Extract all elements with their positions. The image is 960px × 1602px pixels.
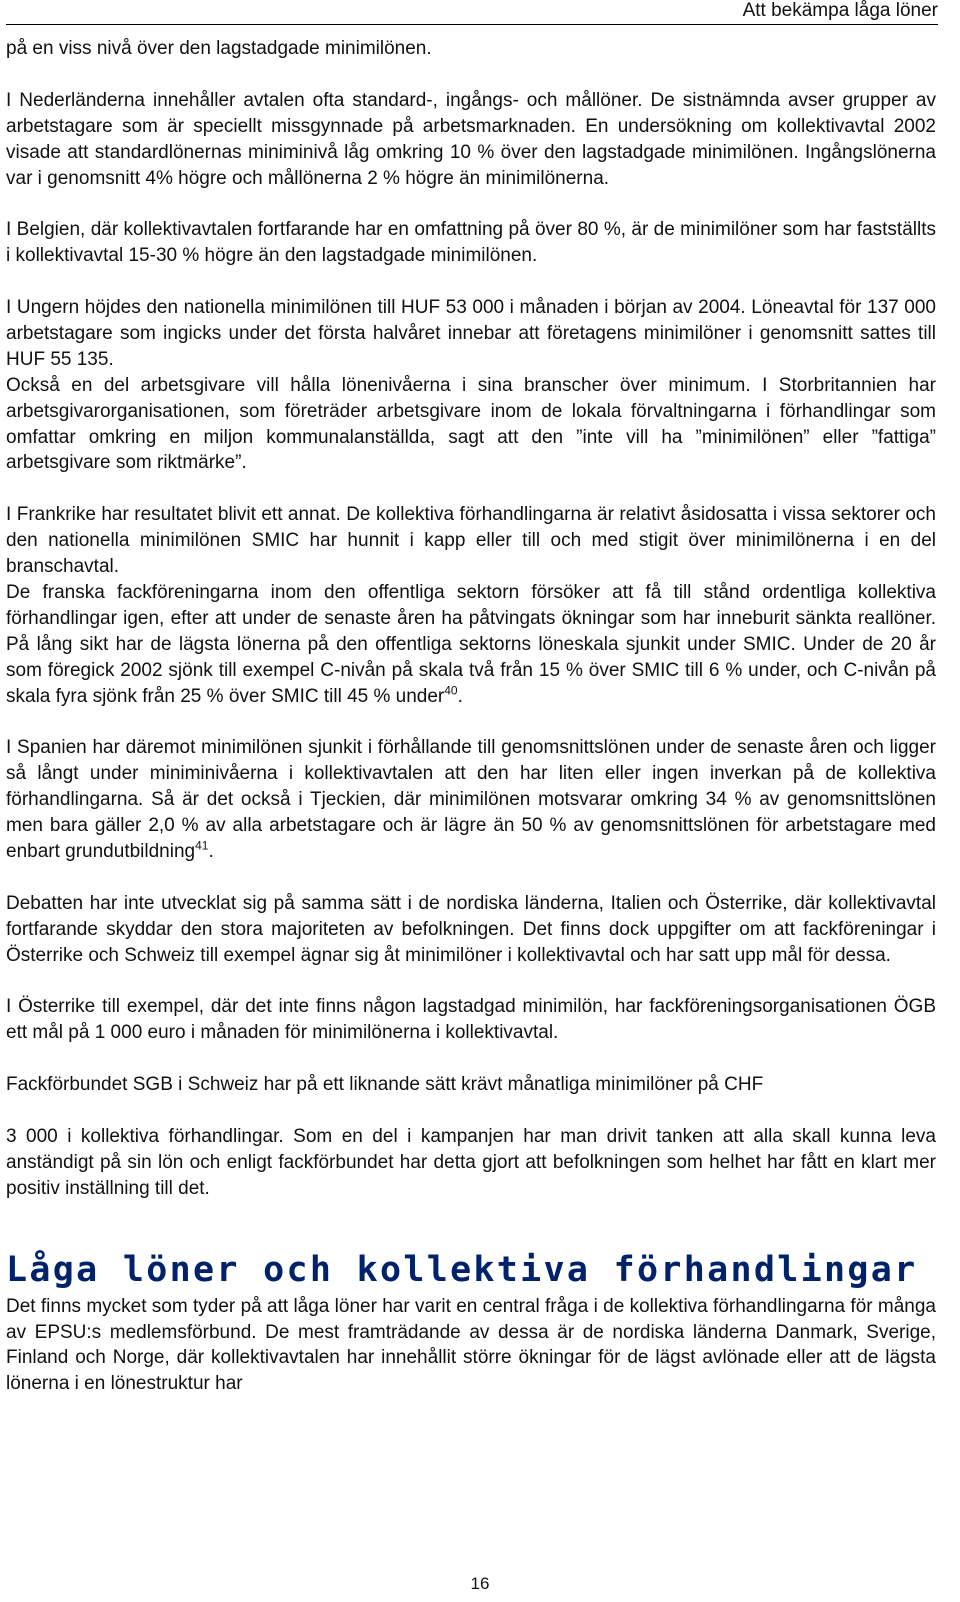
footnote-ref-40[interactable]: 40 xyxy=(444,683,458,698)
paragraph-belgium: I Belgien, där kollektivavtalen fortfarande har en omfattning på över 80 %, är de minimilöner som har fastställts i kollektivavtal 15-30 % högre än den lagstadgade minimilönen. xyxy=(6,219,936,267)
paragraph-spain-czech-text: I Spanien har däremot minimilönen sjunkit i förhållande till genomsnittslönen under de senaste åren och ligger så långt under miniminivåerna i kollektivavtalen att den har liten eller ingen inverkan på de kollektiva förhandlingarna. Så är det också i Tjeckien, där minimilönen motsvarar omkring 34 % av genomsnittslönen men bara gäller 2,0 % av alla arbetstagare och är lägre än 50 % av genomsnittslönen för arbetstagare med enbart grundutbildning xyxy=(6,737,936,863)
paragraph-minimum-level: på en viss nivå över den lagstadgade minimilönen. xyxy=(6,38,432,59)
header-rule xyxy=(6,24,938,25)
paragraph-spain-czech xyxy=(6,735,936,865)
paragraph-switzerland-campaign: 3 000 i kollektiva förhandlingar. Som en del i kampanjen har man drivit tanken att alla skall kunna leva anständigt på sin lön och enligt fackförbundet har detta gjort att befolkningen som helhet har fått en klart mer positiv inställning till det. xyxy=(6,1125,936,1199)
sentence-end: . xyxy=(208,841,214,863)
page-number: 16 xyxy=(470,1574,490,1593)
paragraph-uk-employers: Också en del arbetsgivare vill hålla lönenivåerna i sina branscher över minimum. I Storbritannien har arbetsgivarorganisationen, som företräder arbetsgivare inom de lokala förvaltningarna i förhandlingar som omfattar omkring en miljon kommunalanställda, sagt att den ”inte vill ha ”minimilönen” eller ”fattiga” arbetsgivare som riktmärke”. xyxy=(6,374,936,474)
paragraph-hungary: I Ungern höjdes den nationella minimilönen till HUF 53 000 i månaden i början av 2004. Löneavtal för 137 000 arbetstagare som ingicks under det första halvåret innebar att företagens minimilöner i genomsnitt sattes till HUF 55 135. xyxy=(6,297,936,370)
paragraph-nordic-debate: Debatten har inte utvecklat sig på samma sätt i de nordiska länderna, Italien och Österrike, där kollektivavtal fortfarande skyddar den stora majoriteten av befolkningen. Det finns dock uppgifter om att fackföreningar i Österrike och Schweiz till exempel ägnar sig åt minimilöner i kollektivavtal och har satt upp mål för dessa. xyxy=(6,892,936,966)
paragraph-netherlands: I Nederländerna innehåller avtalen ofta standard-, ingångs- och mållöner. De sistnämnda avser grupper av arbetstagare som är speciellt missgynnade på arbetsmarknaden. En undersökning om kollektivavtal 2002 visade att standardlönernas miniminivå låg omkring 10 % över den lagstadgade minimilönen. Ingångslönerna var i genomsnitt 4% högre och mållönerna 2 % högre än minimilönerna. xyxy=(6,89,936,189)
page-body xyxy=(6,36,936,1397)
header-title: Att bekämpa låga löner xyxy=(742,0,938,21)
section-heading: Låga löner och kollektiva förhandlingar xyxy=(6,1249,918,1290)
paragraph-france-public-sector-text: De franska fackföreningarna inom den offentliga sektorn försöker att få till stånd ordentliga kollektiva förhandlingar igen, efter att under de senaste åren ha påtvingats ökningar som har inneburit sänkta reallöner. På lång sikt har de lägsta lönerna på den offentliga sektorns löneskala sjunkit under SMIC. Under de 20 år som föregick 2002 sjönk till exempel C-nivån på skala två från 15 % över SMIC till 6 % under, och C-nivån på skala fyra sjönk från 25 % över SMIC till 45 % under xyxy=(6,581,936,707)
paragraph-switzerland: Fackförbundet SGB i Schweiz har på ett liknande sätt krävt månatliga minimilöner på CHF xyxy=(6,1074,764,1096)
paragraph-france: I Frankrike har resultatet blivit ett annat. De kollektiva förhandlingarna är relativt åsidosatta i vissa sektorer och den nationella minimilönen SMIC har hunnit i kapp eller till och med stigit över minimilönerna i en del branschavtal. xyxy=(6,504,936,578)
paragraph-france-public-sector xyxy=(6,580,936,710)
paragraph-austria: I Österrike till exempel, där det inte finns någon lagstadgad minimilön, har fackföreningsorganisationen ÖGB ett mål på 1 000 euro i månaden för minimilönerna i kollektivavtal. xyxy=(6,996,936,1044)
footnote-ref-41[interactable]: 41 xyxy=(195,838,209,853)
paragraph-section-intro: Det finns mycket som tyder på att låga löner har varit en central fråga i de kollektiva förhandlingarna för många av EPSU:s medlemsförbund. De mest framträdande av dessa är de nordiska länderna Danmark, Sverige, Finland och Norge, där kollektivavtalen har innehållit större ökningar för de lägst avlönade eller att de lägsta lönerna i en lönestruktur har xyxy=(6,1295,936,1395)
sentence-end: . xyxy=(457,685,463,707)
